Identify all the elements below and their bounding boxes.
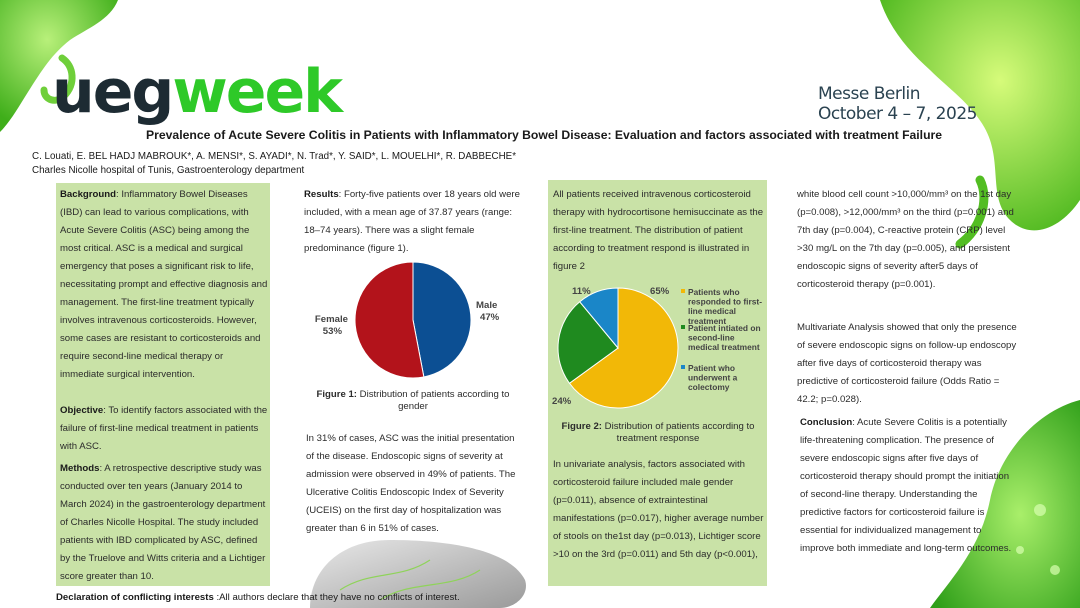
declaration-text: :All authors declare that they have no conflicts of interest.: [213, 592, 460, 603]
authors-list: C. Louati, E. BEL HADJ MABROUK*, A. MENSI*, S. AYADI*, N. Trad*, Y. SAID*, L. MOUELHI*, R. DABBECHE*: [32, 151, 517, 162]
results-section: [304, 186, 522, 258]
objective-text: : To identify factors associated with the failure of first-line medical treatment in patients with ASC.: [60, 405, 268, 452]
methods-heading: Methods: [60, 463, 100, 474]
logo-part-ueg: ueg: [52, 57, 173, 127]
declaration-heading: Declaration of conflicting interests: [56, 592, 214, 603]
figure-2-caption-text: Distribution of patients according to treatment response: [601, 421, 755, 444]
event-info: [818, 84, 977, 124]
pie2-value-1: 24%: [552, 396, 572, 407]
asc-initial-presentation-paragraph: [306, 430, 524, 538]
conclusion-text: : Acute Severe Colitis is a potentially life-threatening complication. The presence of severe endoscopic signs after five days of corticosteroid therapy should prompt the initiation of second-line therapy. Understanding the predictive factors for corticosteroid failure is essential for individualized management to improve both immediate and long-term outcomes.: [800, 417, 1012, 554]
pie2-legend-swatch-0: [681, 289, 685, 293]
figure-2-label: Figure 2:: [561, 421, 602, 432]
univariate-analysis-text: In univariate analysis, factors associated with corticosteroid failure included male gender (p=0.011), absence of extraintestinal manifestations (p=0.017), higher average number of stools on the1st day (p=0.013), Lichtiger score >10 on the 3rd (p=0.011) and 5th day (p<0.001),: [553, 459, 764, 560]
author-block: [32, 150, 516, 178]
affiliation: Charles Nicolle hospital of Tunis, Gastroenterology department: [32, 165, 305, 176]
wbc-text: white blood cell count >10,000/mm³ on the 1st day (p=0.008), >12,000/mm³ on the third (p=0.001) and 7th day (p=0.004), C-reactive protein (CRP) level >30 mg/L on the 7th day (p=0.005), and persistent endoscopic signs of severity after5 days of corticosteroid therapy (p=0.001).: [797, 189, 1014, 290]
background-heading: Background: [60, 189, 116, 200]
objective-heading: Objective: [60, 405, 104, 416]
figure-1-label: Figure 1:: [316, 389, 357, 400]
pie1-label-female: Female: [314, 314, 348, 325]
figure-1-caption-text: Distribution of patients according to gender: [356, 389, 510, 412]
event-dates: October 4 – 7, 2025: [818, 104, 977, 124]
multivariate-text: Multivariate Analysis showed that only the presence of severe endoscopic signs on follow-up endoscopy after five days of corticosteroid therapy was predictive of corticosteroid failure (Odds Ratio = 42.2; p=0.028).: [797, 322, 1017, 405]
results-text: : Forty-five patients over 18 years old were included, with a mean age of 37.87 years (range: 18–74 years). There was a slight female predominance (figure 1).: [304, 189, 520, 254]
logo-part-week: week: [172, 57, 342, 127]
pie1-label-male: Male: [476, 300, 498, 311]
pie2-value-2: 11%: [572, 286, 591, 297]
pie2-legend-swatch-2: [681, 365, 685, 369]
event-venue: Messe Berlin: [818, 84, 921, 104]
methods-text: : A retrospective descriptive study was conducted over ten years (January 2014 to March 2024) in the gastroenterology department of Charles Nicolle Hospital. The study included patients with IBD complicated by ASC, defined by the Truelove and Witts criteria and a Lichtiger score greater than 10.: [60, 463, 266, 582]
pie2-legend-label-1: Patient intiated on second-line medical treatment: [688, 323, 761, 353]
methods-section: [60, 460, 268, 586]
univariate-analysis-paragraph: [553, 456, 765, 564]
pie2-value-0: 65%: [650, 286, 670, 297]
asc-initial-presentation-text: In 31% of cases, ASC was the initial presentation of the disease. Endoscopic signs of severity at admission were observed in 49% of patients. The Ulcerative Colitis Endoscopic Index of Severity (UCEIS) on the first day of hospitalization was greater than 6 in 51% of cases.: [306, 433, 516, 534]
pie2-legend-label-2: Patient who underwent a colectomy: [688, 363, 738, 393]
treatment-response-pie-chart: [550, 280, 766, 414]
background-text: : Inflammatory Bowel Diseases (IBD) can lead to various complications, with Acute Severe Colitis (ASC) being among the most critical. ASC is a medical and surgical emergency that poses a significant risk to life, necessitating prompt and effective diagnosis and management. The first-line treatment typically involves intravenous corticosteroids. However, some cases are resistant to corticosteroids and require second-line medical therapy or immediate surgical intervention.: [60, 189, 268, 380]
pie1-value-male: 47%: [480, 312, 500, 323]
pie2-legend-label-0: Patients who responded to first-line medical treatment: [688, 287, 762, 326]
treatment-paragraph: [553, 186, 765, 276]
background-section: [60, 186, 268, 384]
objective-section: [60, 402, 268, 456]
figure-1-caption: [302, 389, 524, 413]
gender-pie-chart: [300, 250, 530, 390]
treatment-text: All patients received intravenous corticosteroid therapy with hydrocortisone hemisuccinate as the first-line treatment. The distribution of patient according to treatment respond is illustrated in figure 2: [553, 189, 764, 272]
conclusion-section: [800, 414, 1012, 558]
figure-2-caption: [552, 421, 764, 445]
pie1-value-female: 53%: [322, 326, 342, 337]
multivariate-paragraph: [797, 319, 1017, 409]
conclusion-heading: Conclusion: [800, 417, 853, 428]
declaration-of-interests: [56, 592, 460, 603]
poster-title: Prevalence of Acute Severe Colitis in Patients with Inflammatory Bowel Disease: Evaluation and factors associated with treatment Failure: [146, 128, 943, 142]
ueg-week-logo: [52, 57, 342, 127]
pie2-legend-swatch-1: [681, 325, 685, 329]
pie1-slice-male: [413, 262, 471, 377]
wbc-paragraph: [797, 186, 1017, 294]
results-heading: Results: [304, 189, 339, 200]
